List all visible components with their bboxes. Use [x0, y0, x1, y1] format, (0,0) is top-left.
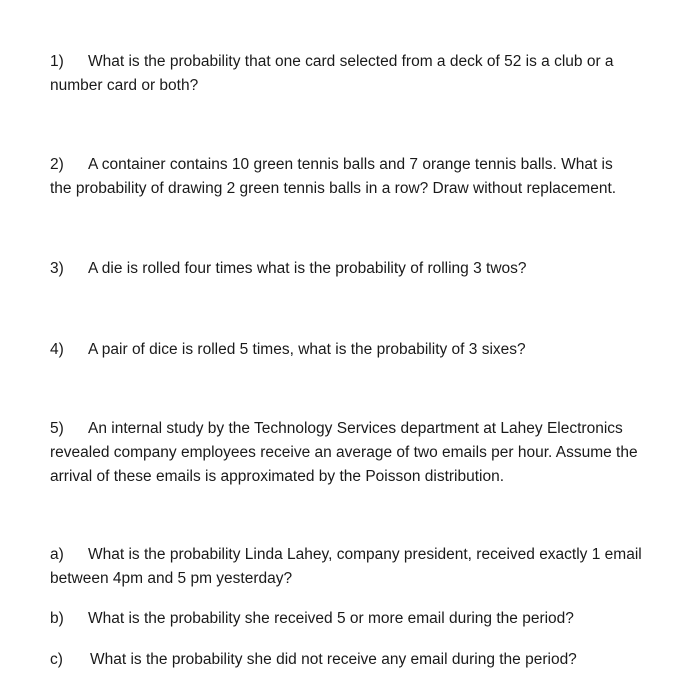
question-text-continued: revealed company employees receive an average of two emails per hour. Assume the	[50, 444, 638, 461]
question-number: 3)	[50, 260, 64, 277]
question-number: 5)	[50, 420, 64, 437]
question-text: A die is rolled four times what is the probability of rolling 3 twos?	[88, 260, 527, 277]
question-5	[50, 417, 690, 489]
question-2	[50, 153, 690, 201]
question-text-continued: number card or both?	[50, 77, 199, 94]
question-text: A container contains 10 green tennis balls and 7 orange tennis balls. What is	[88, 156, 613, 173]
subquestion-b	[50, 607, 690, 631]
subquestion-text: What is the probability she received 5 or more email during the period?	[88, 610, 574, 627]
question-3	[50, 257, 690, 281]
question-number: 2)	[50, 156, 64, 173]
question-text-continued: the probability of drawing 2 green tennis balls in a row? Draw without replacement.	[50, 180, 617, 197]
question-text: An internal study by the Technology Services department at Lahey Electronics	[88, 420, 623, 437]
subquestion-c	[50, 648, 690, 672]
question-text: What is the probability that one card selected from a deck of 52 is a club or a	[88, 53, 614, 70]
subquestion-a	[50, 543, 690, 591]
subquestion-letter: c)	[50, 651, 63, 668]
subquestion-text: What is the probability Linda Lahey, company president, received exactly 1 email	[88, 546, 642, 563]
subquestion-letter: a)	[50, 546, 64, 563]
question-text: A pair of dice is rolled 5 times, what is the probability of 3 sixes?	[88, 341, 526, 358]
subquestion-text: What is the probability she did not receive any email during the period?	[90, 651, 577, 668]
question-number: 4)	[50, 341, 64, 358]
subquestion-text-continued: between 4pm and 5 pm yesterday?	[50, 570, 293, 587]
question-number: 1)	[50, 53, 64, 70]
question-1	[50, 50, 690, 98]
question-4	[50, 338, 690, 362]
question-text-continued: arrival of these emails is approximated by the Poisson distribution.	[50, 468, 505, 485]
subquestion-letter: b)	[50, 610, 64, 627]
